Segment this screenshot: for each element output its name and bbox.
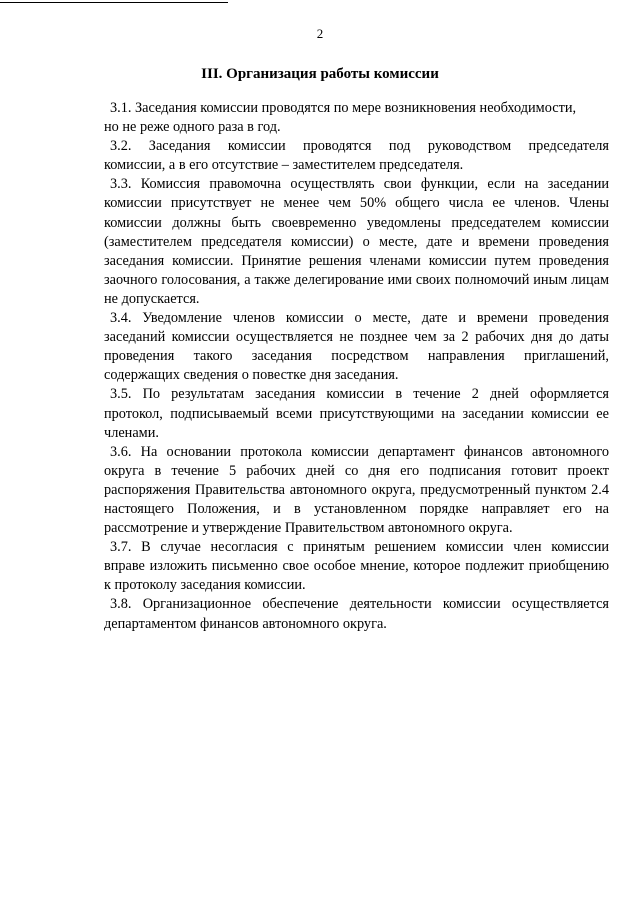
paragraph-line: комиссии присутствует не менее чем 50% общего числа ее членов. Члены [104, 195, 609, 212]
paragraph-line: не допускается. [104, 290, 200, 307]
paragraph-line: но не реже одного раза в год. [104, 119, 281, 136]
paragraph-3-4 [0, 309, 609, 385]
paragraph-line: округа в течение 5 рабочих дней со дня его подписания готовит проект [104, 462, 609, 479]
paragraph-line: 3.1. Заседания комиссии проводятся по мере возникновения необходимости, [110, 100, 577, 116]
section-title: III. Организация работы комиссии [201, 66, 439, 82]
paragraph-line: заседания комиссии. Принятие решения членами комиссии путем проведения [104, 252, 609, 269]
paragraph-line: заочного голосования, а также делегирование ими своих полномочий иным лицам [104, 271, 609, 288]
paragraph-line: департаментом финансов автономного округа. [104, 615, 387, 632]
paragraph-line: рассмотрение и утверждение Правительством автономного округа. [104, 520, 513, 537]
paragraph-line: к протоколу заседания комиссии. [104, 577, 306, 594]
paragraph-3-7 [0, 538, 609, 595]
paragraph-line: проведения такого заседания посредством направления приглашений, [104, 348, 609, 365]
paragraph-line: протокол, подписываемый всеми присутствующими на заседании комиссии ее [104, 405, 609, 422]
paragraph-line: вправе изложить письменно свое особое мнение, которое подлежит приобщению [104, 558, 609, 575]
paragraph-line: 3.8. Организационное обеспечение деятельности комиссии осуществляется [110, 596, 609, 613]
paragraph-line: содержащих сведения о повестке дня заседания. [104, 367, 399, 384]
paragraph-line: заседаний комиссии осуществляется не позднее чем за 2 рабочих дня до даты [104, 329, 609, 346]
paragraph-line: распоряжения Правительства автономного округа, предусмотренный пунктом 2.4 [104, 481, 609, 498]
paragraph-line: 3.6. На основании протокола комиссии департамент финансов автономного [110, 443, 609, 460]
paragraph-3-6 [0, 443, 609, 538]
paragraph-3-2 [0, 137, 609, 175]
paragraph-3-3 [0, 175, 609, 309]
paragraph-line: членами. [104, 424, 159, 441]
paragraph-line: 3.7. В случае несогласия с принятым решением комиссии член комиссии [110, 539, 609, 556]
paragraph-line: 3.4. Уведомление членов комиссии о месте, дате и времени проведения [110, 310, 609, 327]
paragraph-3-1 [0, 99, 609, 137]
paragraph-3-8 [0, 595, 609, 633]
paragraph-line: комиссии должны быть своевременно уведомлены председателем комиссии [104, 214, 609, 231]
paragraph-line: настоящего Положения, и в установленном порядке направляет его на [104, 500, 609, 517]
page-number: 2 [316, 26, 324, 41]
paragraph-line: (заместителем председателя комиссии) о месте, дате и времени проведения [104, 233, 609, 250]
paragraph-line: комиссии, а в его отсутствие – заместителем председателя. [104, 157, 464, 174]
top-rule [0, 2, 228, 3]
paragraph-line: 3.2. Заседания комиссии проводятся под руководством председателя [110, 138, 609, 155]
paragraph-3-5 [0, 385, 609, 442]
paragraph-line: 3.5. По результатам заседания комиссии в течение 2 дней оформляется [110, 386, 609, 403]
document-body [0, 99, 609, 634]
paragraph-line: 3.3. Комиссия правомочна осуществлять свои функции, если на заседании [110, 176, 609, 193]
